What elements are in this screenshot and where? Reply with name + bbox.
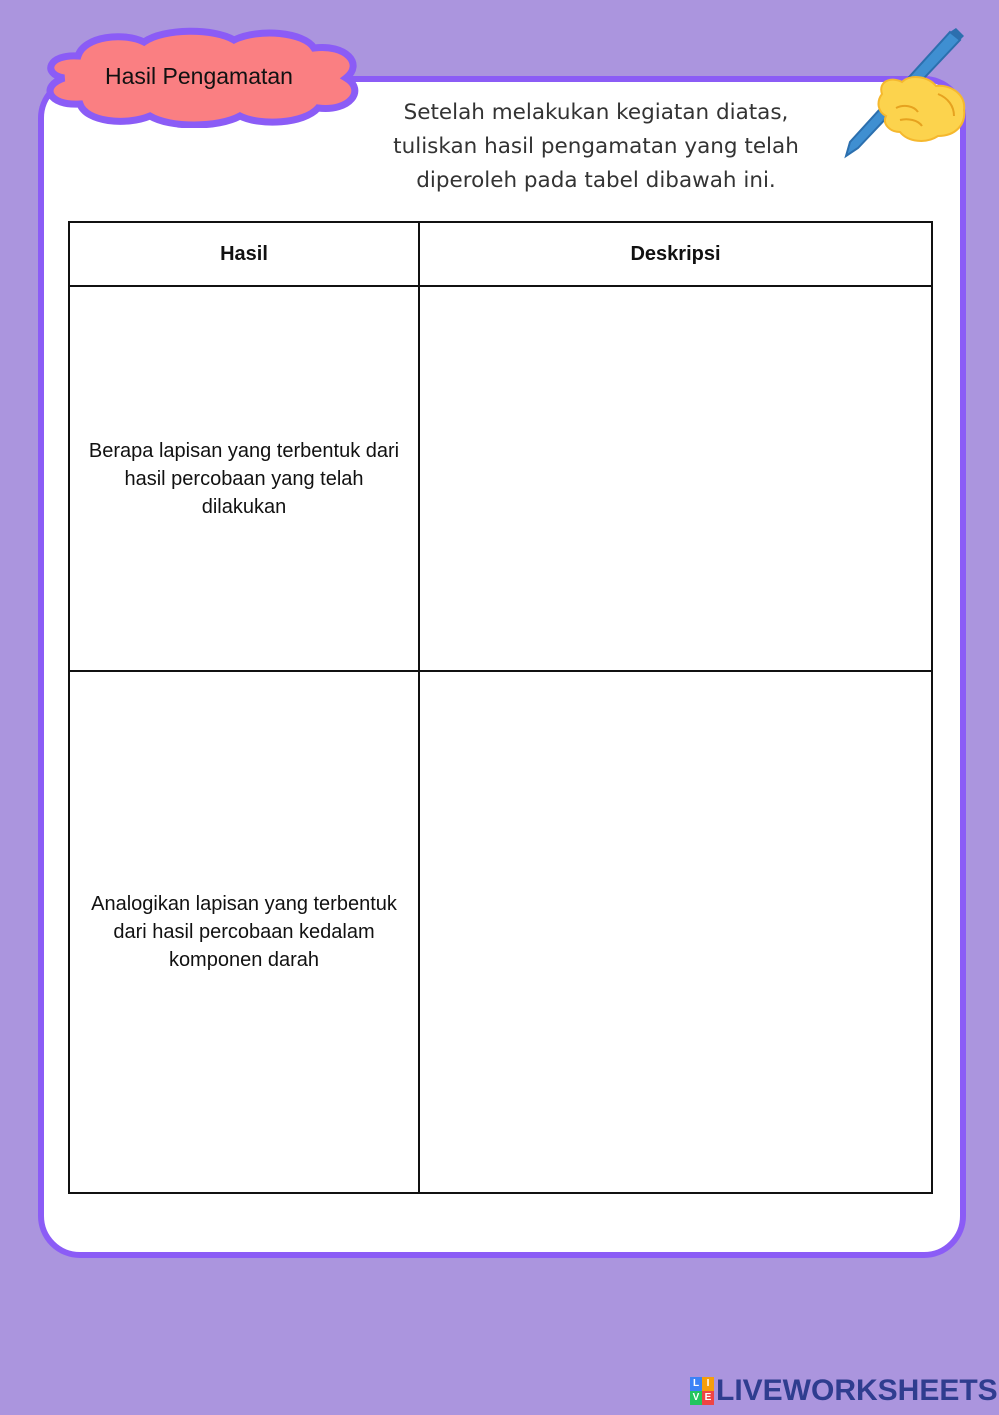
table-header-row xyxy=(69,222,932,286)
liveworksheets-watermark xyxy=(690,1374,998,1408)
instruction-line: tuliskan hasil pengamatan yang telah xyxy=(393,134,799,159)
instruction-line: diperoleh pada tabel dibawah ini. xyxy=(416,168,776,193)
title-badge xyxy=(34,26,354,128)
logo-letter: L xyxy=(690,1377,702,1391)
hand-writing-pen-icon xyxy=(838,24,972,160)
badge-title: Hasil Pengamatan xyxy=(105,63,293,89)
liveworksheets-logo-icon xyxy=(690,1377,714,1405)
hasil-cell: Analogikan lapisan yang terbentuk dari hasil percobaan kedalam komponen darah xyxy=(69,671,419,1193)
logo-letter: V xyxy=(690,1391,702,1405)
deskripsi-cell[interactable] xyxy=(419,286,932,671)
table-row xyxy=(69,286,932,671)
deskripsi-cell[interactable] xyxy=(419,671,932,1193)
logo-letter: I xyxy=(702,1377,714,1391)
table-row xyxy=(69,671,932,1193)
instruction-text xyxy=(365,96,827,198)
results-table xyxy=(68,221,933,1194)
hasil-cell: Berapa lapisan yang terbentuk dari hasil percobaan yang telah dilakukan xyxy=(69,286,419,671)
header-hasil: Hasil xyxy=(69,222,419,286)
header-deskripsi: Deskripsi xyxy=(419,222,932,286)
watermark-text: LIVEWORKSHEETS xyxy=(716,1374,998,1407)
instruction-line: Setelah melakukan kegiatan diatas, xyxy=(403,100,789,125)
logo-letter: E xyxy=(702,1391,714,1405)
